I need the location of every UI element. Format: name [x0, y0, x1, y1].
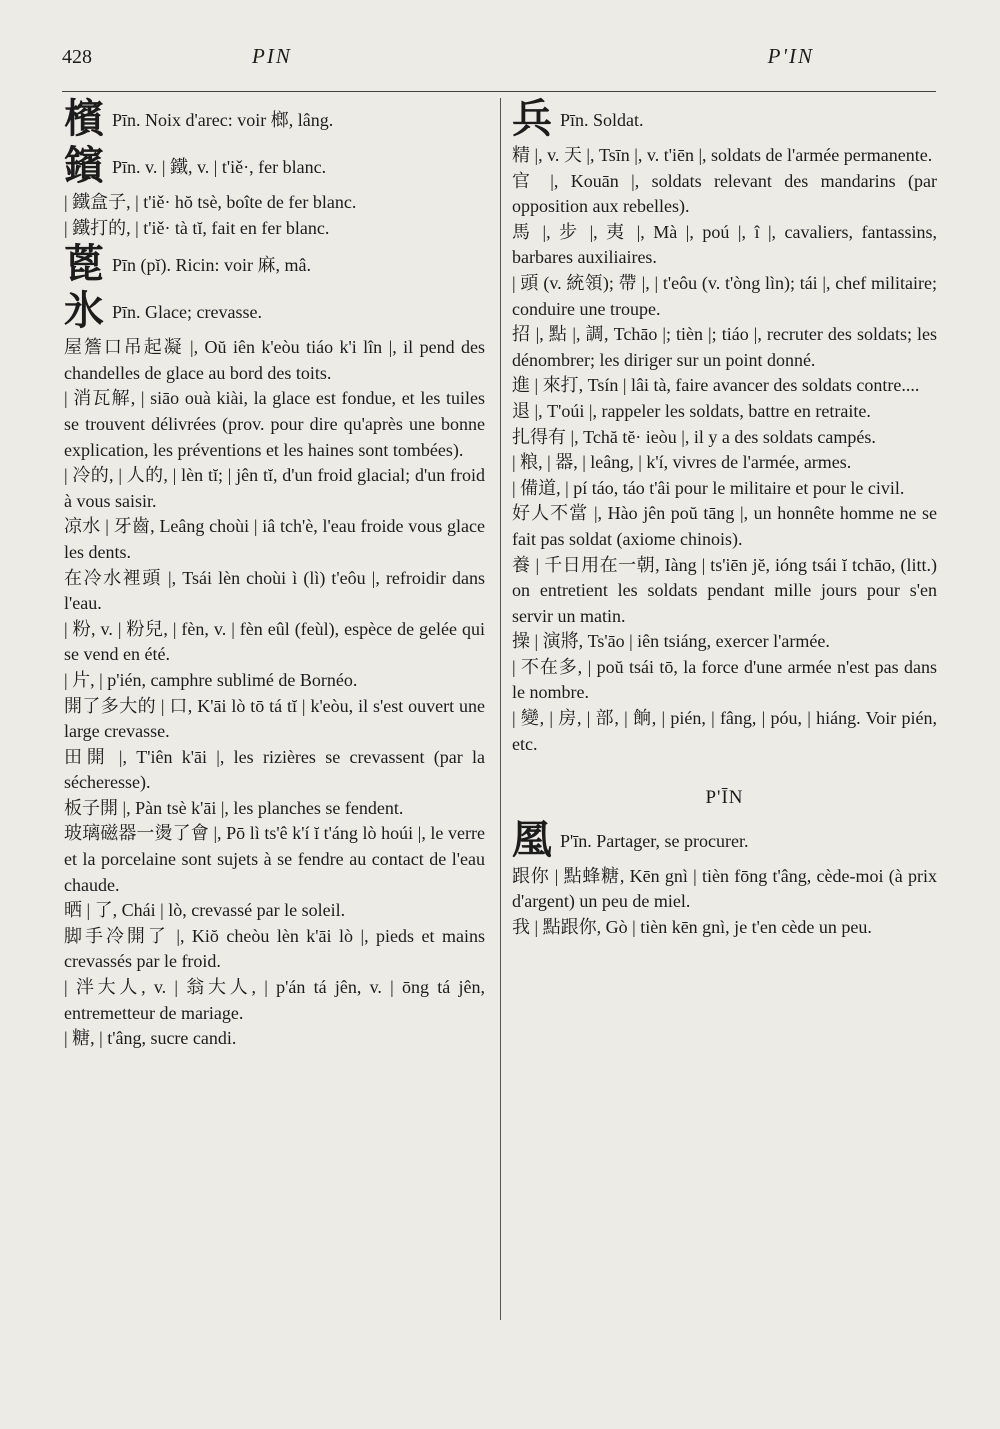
sub-entry: 進 | 來打, Tsín | lâi tà, faire avancer des soldats contre....	[512, 375, 920, 396]
left-column	[64, 96, 485, 1052]
sub-entry: | 鐵打的, | t'iě· tà tĭ, fait en fer blanc.	[64, 217, 330, 238]
sub-entry: 凉水 | 牙齒, Leâng choùi | iâ tch'è, l'eau froide vous glace les dents.	[64, 516, 485, 562]
sub-entry: 扎得有 |, Tchă tĕ· ieòu |, il y a des soldats campés.	[512, 426, 876, 447]
headword-character: 鑌	[64, 143, 104, 189]
sub-entry: | 冷的, | 人的, | lèn tĭ; | jên tĭ, d'un froid glacial; d'un froid à vous saisir.	[64, 465, 485, 511]
sub-entry: | 頭 (v. 統領); 帶 |, | t'eôu (v. t'òng lìn); tái |, chef militaire; conduire une troupe.	[512, 272, 937, 319]
section-title: P'ĪN	[705, 787, 744, 809]
sub-entry: 屋簷口吊起凝 |, Oŭ iên k'eòu tiáo k'i lîn |, il pend des chandelles de glace au bord des toits.	[64, 337, 485, 383]
sub-entry: 招 |, 點 |, 調, Tchāo |; tièn |; tiáo |, recruter des soldats; les dénombrer; les diriger sur un point donné.	[512, 324, 937, 370]
sub-entry: 好人不當 |, Hào jên poŭ tāng |, un honnête homme ne se fait pas soldat (axiome chinois).	[512, 503, 937, 549]
sub-entry: 操 | 演將, Ts'āo | iên tsiáng, exercer l'armée.	[512, 631, 830, 652]
sub-entry: | 片, | p'ién, camphre sublimé de Bornéo.	[64, 669, 358, 690]
dictionary-entry	[64, 143, 485, 189]
entry-definition: Pīn. Soldat.	[560, 110, 644, 130]
sub-entry: 晒 | 了, Chái | lò, crevassé par le soleil.	[64, 900, 346, 921]
entry-definition: Pīn. Glace; crevasse.	[112, 302, 262, 323]
column-divider	[500, 98, 501, 1320]
headword-character: 檳	[64, 96, 104, 142]
entry-definition: Pīn (pĭ). Ricin: voir 麻, mâ.	[112, 255, 311, 276]
page-number: 428	[62, 46, 92, 68]
sub-entry: 馬 |, 步 |, 夷 |, Mà |, poú |, î |, cavaliers, fantassins, barbares auxiliaires.	[512, 221, 937, 268]
sub-entry: | 鐵盒子, | t'iě· hŏ tsè, boîte de fer blanc.	[64, 192, 357, 212]
header-left-title: PIN	[252, 44, 292, 68]
sub-entry: | 粮, | 器, | leâng, | k'í, vivres de l'armée, armes.	[512, 452, 852, 473]
headword-character: 氷	[64, 288, 104, 335]
headword-character: 㓘	[512, 816, 552, 863]
dictionary-entry	[512, 96, 937, 142]
entry-definition: Pīn. v. | 鐵, v. | t'iě·, fer blanc.	[112, 157, 327, 177]
sub-entry: | 泮大人, v. | 翁大人, | p'án tá jên, v. | ōng tá jên, entremetteur de mariage.	[64, 977, 485, 1023]
sub-entry: 田開 |, T'iên k'āi |, les rizières se crevassent (par la sécheresse).	[64, 746, 485, 793]
header-rule	[62, 91, 936, 92]
entry-definition: Pīn. Noix d'arec: voir 榔, lâng.	[112, 110, 334, 130]
dictionary-entry	[512, 817, 937, 863]
headword-character: 兵	[512, 96, 552, 142]
sub-entry: 開了多大的 | 口, K'āi lò tō tá tĭ | k'eòu, il s'est ouvert une large crevasse.	[64, 695, 485, 742]
sub-entry: | 粉, v. | 粉兒, | fèn, v. | fèn eûl (feùl), espèce de gelée qui se vend en été.	[64, 618, 485, 665]
sub-entry: 跟你 | 點蜂糖, Kēn gnì | tièn fōng t'âng, cède-moi (à prix d'argent) un peu de miel.	[512, 865, 937, 912]
header-right-title: P'IN	[767, 44, 814, 68]
sub-entry: | 糖, | t'âng, sucre candi.	[64, 1028, 237, 1049]
running-header	[62, 44, 934, 74]
right-column	[512, 96, 937, 941]
dictionary-entry	[64, 96, 485, 142]
dictionary-entry	[64, 288, 485, 334]
sub-entry: 養 | 千日用在一朝, Iàng | ts'iēn jĕ, ióng tsái ĭ tchāo, (litt.) on entretient les soldats pendant mille jours pour s'en servir un matin.	[512, 554, 937, 626]
sub-entry: | 消瓦解, | siāo ouà kiài, la glace est fondue, et les tuiles se trouvent délivrées (prov. pour dire qu'après une bonne explication, les préventions et les haines sont tombées).	[64, 388, 485, 460]
dictionary-entry	[64, 241, 485, 287]
sub-entry: 我 | 點跟你, Gò | tièn kēn gnì, je t'en cède un peu.	[512, 917, 872, 938]
sub-entry: 在冷水裡頭 |, Tsái lèn choùi ì (lì) t'eôu |, refroidir dans l'eau.	[64, 567, 485, 614]
sub-entry: | 備道, | pí táo, táo t'âi pour le militaire et pour le civil.	[512, 477, 905, 498]
entry-definition: P'īn. Partager, se procurer.	[560, 830, 749, 851]
sub-entry: | 不在多, | poŭ tsái tō, la force d'une armée n'est pas dans le nombre.	[512, 656, 937, 703]
sub-entry: 板子開 |, Pàn tsè k'āi |, les planches se fendent.	[64, 797, 404, 818]
sub-entry: 精 |, v. 天 |, Tsīn |, v. t'iēn |, soldats de l'armée permanente.	[512, 145, 933, 165]
sub-entry: 退 |, T'oúi |, rappeler les soldats, battre en retraite.	[512, 400, 871, 421]
sub-entry: 玻璃磁器一燙了會 |, Pō lì ts'ê k'í ĭ t'áng lò hoúi |, le verre et la porcelaine sont sujets à se fendre au contact de l'eau chaude.	[64, 823, 485, 895]
headword-character: 蓖	[64, 241, 104, 288]
sub-entry: | 變, | 房, | 部, | 餉, | pién, | fâng, | póu, | hiáng. Voir pién, etc.	[512, 708, 937, 754]
sub-entry: 脚手冷開了 |, Kiŏ cheòu lèn k'āi lò |, pieds et mains crevassés par le froid.	[64, 925, 485, 972]
sub-entry: 官 |, Kouān |, soldats relevant des mandarins (par opposition aux rebelles).	[512, 170, 937, 217]
